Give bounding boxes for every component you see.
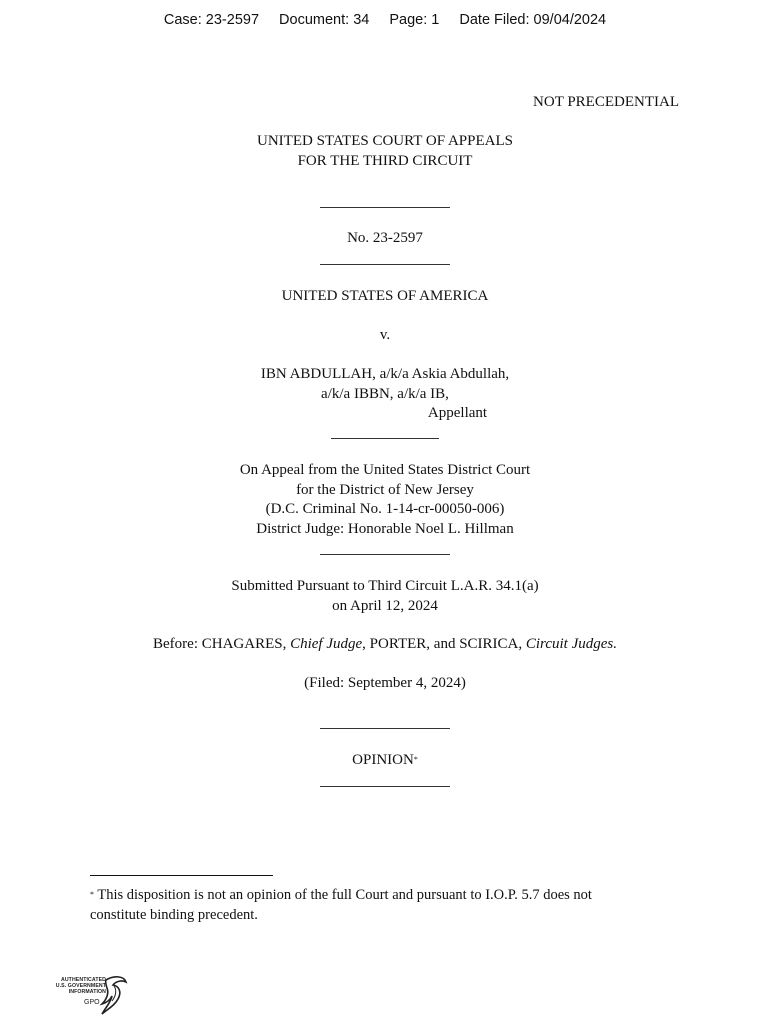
footnote-line2: constitute binding precedent. <box>90 906 258 923</box>
filed-date: (Filed: September 4, 2024) <box>304 675 466 691</box>
court-name-line2: FOR THE THIRD CIRCUIT <box>297 152 473 169</box>
before-prefix: Before: CHAGARES, <box>153 636 291 652</box>
gpo-authenticated-logo <box>44 974 130 1018</box>
date-filed-header: Date Filed: 09/04/2024 <box>459 12 607 28</box>
divider <box>320 554 450 555</box>
appeal-block <box>0 461 770 539</box>
appeal-line2: for the District of New Jersey <box>296 481 474 498</box>
precedential-label: NOT PRECEDENTIAL <box>533 94 679 110</box>
case-number: No. 23-2597 <box>347 230 423 246</box>
document-number-header: Document: 34 <box>279 12 370 28</box>
defendant-line2: a/k/a IBBN, a/k/a IB, <box>321 385 449 402</box>
chief-judge-title: Chief Judge <box>290 636 363 652</box>
appellant-role: Appellant <box>427 405 488 421</box>
page-number-header: Page: 1 <box>389 12 440 28</box>
divider <box>320 264 450 265</box>
plaintiff-name: UNITED STATES OF AMERICA <box>281 288 489 304</box>
court-name <box>0 132 770 171</box>
submitted-line2: on April 12, 2024 <box>332 597 438 614</box>
footnote-rule <box>90 875 273 876</box>
page-header <box>0 12 770 28</box>
submitted-block <box>0 577 770 616</box>
logo-line3: INFORMATION <box>68 989 106 996</box>
before-middle: , PORTER, and SCIRICA, <box>362 636 526 652</box>
footnote <box>90 886 690 925</box>
logo-gpo: GPO <box>84 999 100 1006</box>
footnote-marker-bottom: * <box>90 890 94 899</box>
court-name-line1: UNITED STATES COURT OF APPEALS <box>257 133 513 149</box>
panel-judges <box>0 635 770 655</box>
eagle-icon <box>44 974 130 1018</box>
opinion-title: OPINION <box>352 752 414 768</box>
divider <box>320 786 450 787</box>
divider <box>320 728 450 729</box>
circuit-judges-title: Circuit Judges. <box>525 636 617 652</box>
appeal-line1: On Appeal from the United States District Court <box>239 462 531 478</box>
defendant-block <box>0 365 770 424</box>
case-number-header: Case: 23-2597 <box>163 12 260 28</box>
submitted-line1: Submitted Pursuant to Third Circuit L.A.R. 34.1(a) <box>231 578 539 594</box>
appeal-line3: (D.C. Criminal No. 1-14-cr-00050-006) <box>265 501 505 517</box>
appeal-line4: District Judge: Honorable Noel L. Hillman <box>256 520 514 537</box>
logo-line1: AUTHENTICATED <box>60 977 106 983</box>
versus: v. <box>379 327 391 343</box>
defendant-line1: IBN ABDULLAH, a/k/a Askia Abdullah, <box>260 366 510 382</box>
divider <box>320 207 450 208</box>
footnote-marker: * <box>413 755 418 764</box>
logo-line2: U.S. GOVERNMENT <box>55 983 106 990</box>
opinion-heading <box>0 751 770 771</box>
divider <box>331 438 439 439</box>
footnote-line1: This disposition is not an opinion of the full Court and pursuant to I.O.P. 5.7 does not <box>94 887 592 903</box>
